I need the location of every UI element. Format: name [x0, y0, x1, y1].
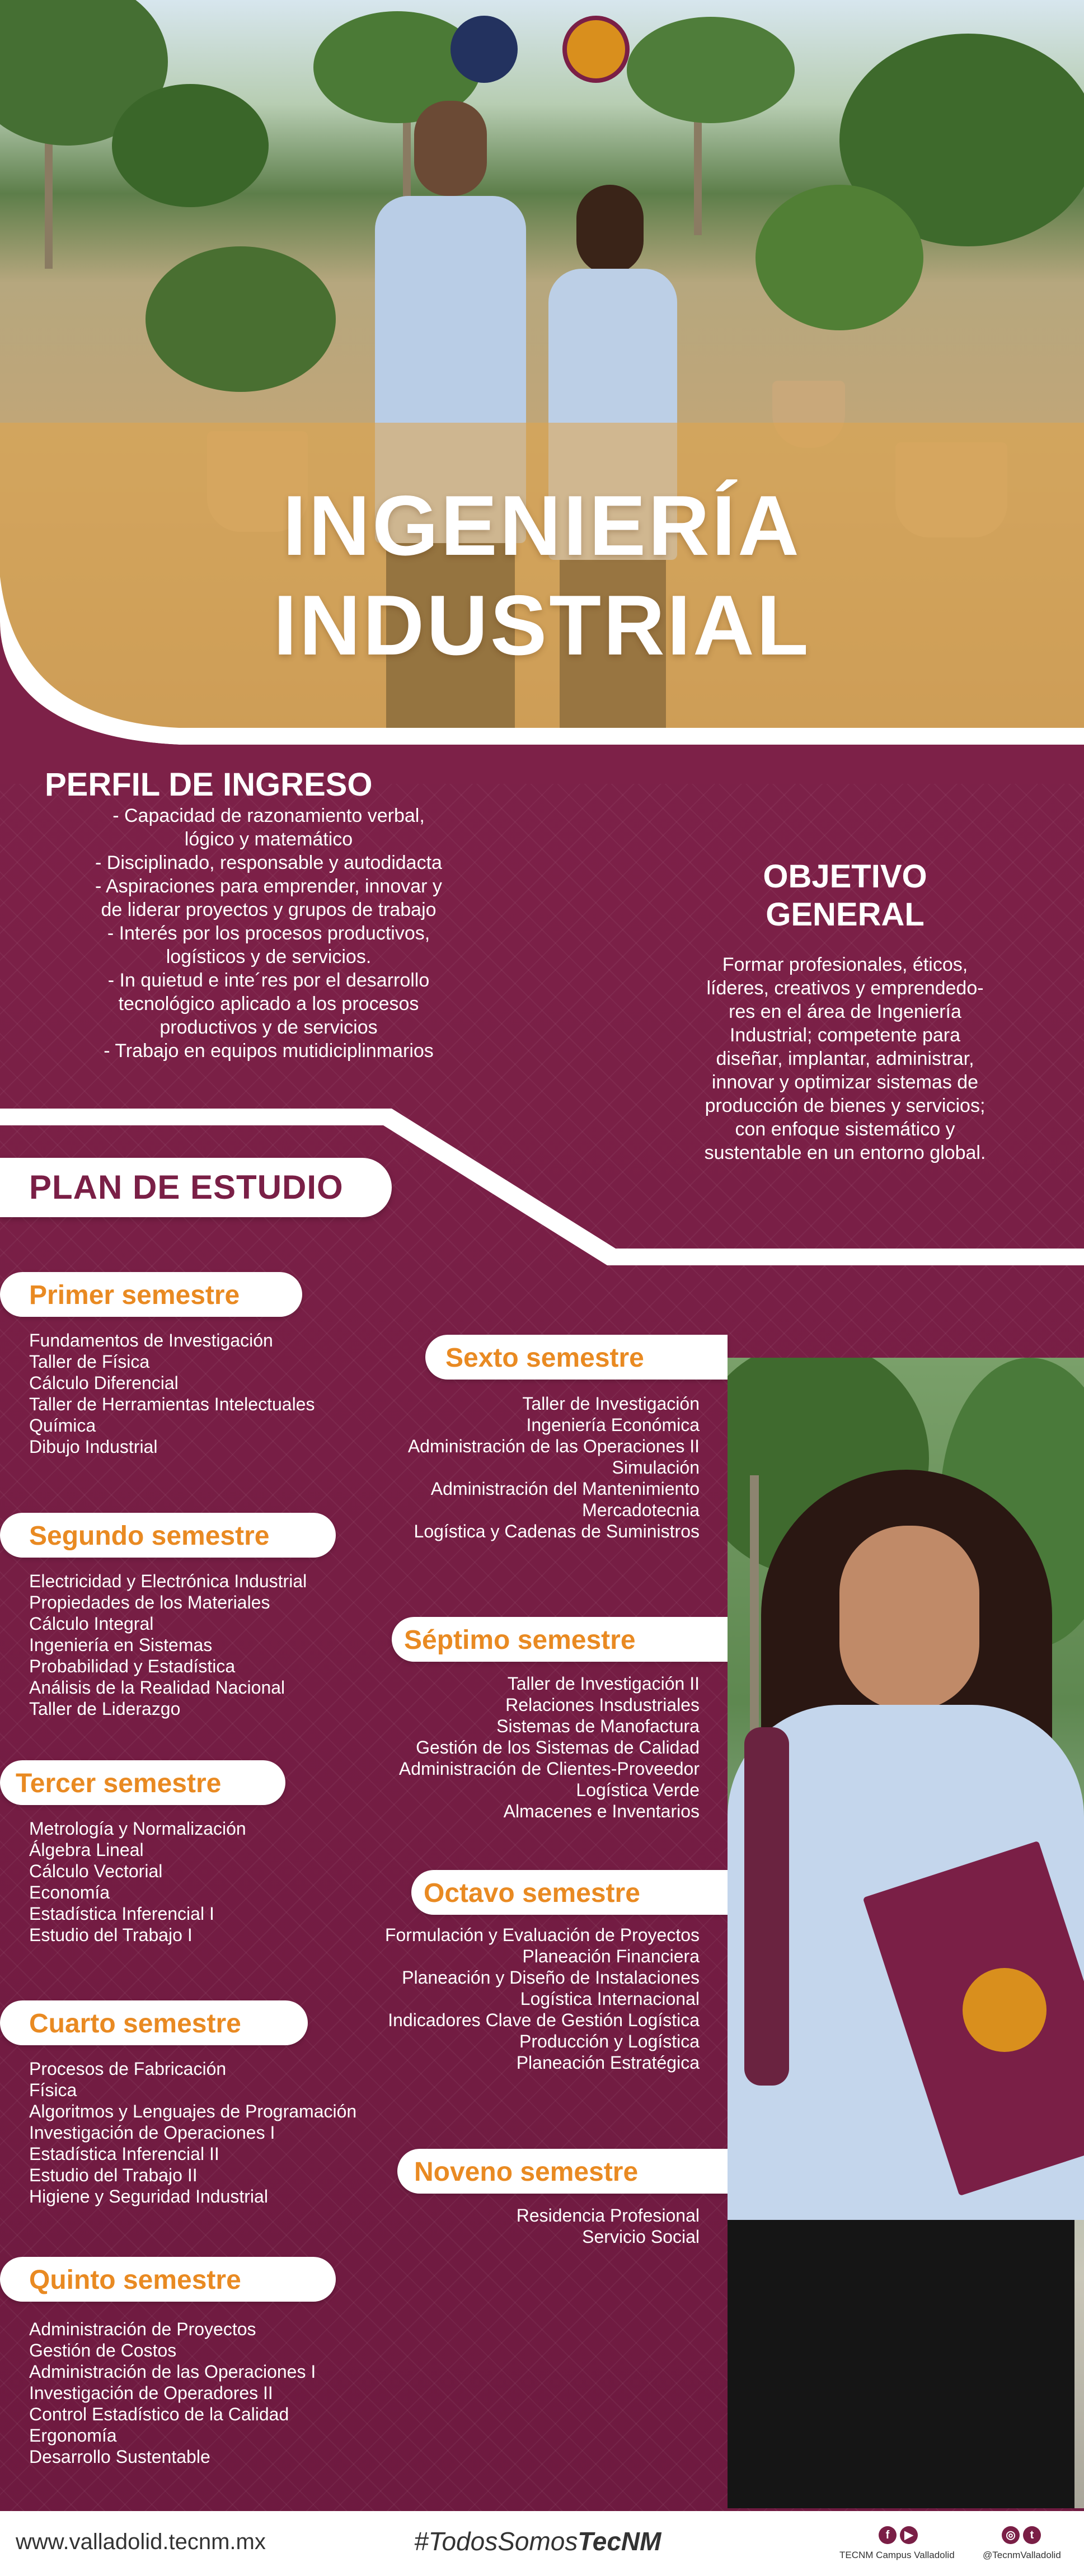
semester-pill-8 [411, 1870, 728, 1915]
subject: Estadística Inferencial II [29, 2144, 219, 2164]
objetivo-line: res en el área de Ingeniería [729, 1001, 961, 1022]
subject: Indicadores Clave de Gestión Logística [388, 2010, 700, 2030]
semester-pill-6 [425, 1335, 728, 1380]
perfil-item: lógico y matemático [184, 829, 353, 850]
semester-name: Noveno semestre [414, 2157, 639, 2187]
hashtag-bold: TecNM [578, 2527, 661, 2556]
perfil-item: - Trabajo en equipos mutidiciplinmarios [104, 1040, 434, 1062]
subject: Análisis de la Realidad Nacional [29, 1677, 285, 1698]
semester-4-subjects [29, 2058, 432, 2207]
title-line-1: INGENIERÍA [283, 478, 801, 573]
subject: Administración de las Operaciones II [407, 1436, 700, 1456]
semester-5-subjects [29, 2318, 432, 2467]
objetivo-line: líderes, creativos y emprendedo- [706, 978, 984, 999]
semester-8-subjects [313, 1924, 700, 2073]
subject: Control Estadístico de la Calidad [29, 2404, 289, 2424]
plan-title: PLAN DE ESTUDIO [29, 1168, 344, 1206]
semester-pill-5 [0, 2257, 336, 2302]
subject: Fundamentos de Investigación [29, 1330, 273, 1350]
perfil-item: - Interés por los procesos productivos, [107, 923, 430, 944]
subject: Investigación de Operadores II [29, 2383, 273, 2403]
website-link[interactable]: www.valladolid.tecnm.mx [16, 2530, 266, 2554]
subject: Ergonomía [29, 2425, 117, 2446]
semester-pill-7 [392, 1617, 728, 1662]
subject: Higiene y Seguridad Industrial [29, 2186, 268, 2206]
perfil-item: tecnológico aplicado a los procesos [118, 993, 419, 1014]
subject: Cálculo Integral [29, 1614, 154, 1634]
objetivo-line: Formar profesionales, éticos, [722, 954, 968, 975]
objetivo-line: con enfoque sistemático y [735, 1119, 955, 1140]
subject: Ingeniería Económica [526, 1415, 700, 1435]
youtube-icon[interactable]: ▶ [900, 2526, 918, 2544]
perfil-item: - In quietud e inte´res por el desarrollo [107, 970, 430, 991]
subject: Probabilidad y Estadística [29, 1656, 236, 1676]
subject: Simulación [612, 1457, 700, 1478]
hashtag-prefix: #TodosSomos [414, 2527, 578, 2556]
subject: Dibujo Industrial [29, 1437, 158, 1457]
subject: Gestión de los Sistemas de Calidad [416, 1737, 700, 1757]
student-photo [728, 1358, 1084, 2508]
subject: Taller de Herramientas Intelectuales [29, 1394, 315, 1414]
subject: Cálculo Diferencial [29, 1373, 179, 1393]
objetivo-line: sustentable en un entorno global. [704, 1142, 986, 1163]
subject: Estadística Inferencial I [29, 1904, 214, 1924]
facebook-icon[interactable]: f [879, 2526, 897, 2544]
subject: Administración de Proyectos [29, 2319, 256, 2339]
perfil-item: - Aspiraciones para emprender, innovar y [95, 876, 442, 897]
semester-9-subjects [313, 2205, 700, 2247]
subject: Taller de Liderazgo [29, 1699, 181, 1719]
subject: Taller de Investigación [522, 1394, 700, 1414]
subject: Electricidad y Electrónica Industrial [29, 1571, 307, 1591]
subject: Metrología y Normalización [29, 1818, 246, 1839]
subject: Formulación y Evaluación de Proyectos [384, 1925, 700, 1945]
subject: Gestión de Costos [29, 2340, 177, 2360]
perfil-item: de liderar proyectos y grupos de trabajo [101, 899, 437, 920]
semester-7-subjects [313, 1673, 700, 1822]
semester-name: Cuarto semestre [29, 2009, 241, 2039]
subject: Planeación y Diseño de Instalaciones [402, 1967, 700, 1988]
subject: Relaciones Insdustriales [505, 1695, 700, 1715]
semester-pill-4 [0, 2000, 308, 2045]
semester-name: Segundo semestre [29, 1521, 270, 1551]
semester-name: Primer semestre [29, 1280, 240, 1310]
subject: Álgebra Lineal [29, 1840, 144, 1860]
subject: Logística Verde [576, 1780, 700, 1800]
semester-name: Sexto semestre [445, 1343, 644, 1373]
subject: Administración de Clientes-Proveedor [398, 1759, 700, 1779]
perfil-title: PERFIL DE INGRESO [45, 766, 373, 803]
plan-title-pill [0, 1158, 392, 1217]
perfil-item: logísticos y de servicios. [166, 946, 372, 967]
perfil-item: - Disciplinado, responsable y autodidacta [95, 852, 442, 873]
subject: Propiedades de los Materiales [29, 1592, 270, 1612]
subject: Economía [29, 1882, 110, 1902]
objetivo-title-line-2: GENERAL [766, 896, 925, 933]
perfil-item: productivos y de servicios [159, 1017, 378, 1038]
objetivo-line: Industrial; competente para [729, 1025, 961, 1046]
objetivo-line: innovar y optimizar sistemas de [711, 1072, 979, 1093]
semester-pill-9 [397, 2149, 728, 2194]
subject: Taller de Investigación II [507, 1673, 700, 1694]
social-handle-left: TECNM Campus Valladolid [839, 2550, 955, 2560]
subject: Producción y Logística [519, 2031, 700, 2051]
subject: Física [29, 2080, 77, 2100]
social-handle-right: @TecnmValladolid [983, 2550, 1061, 2560]
subject: Servicio Social [582, 2227, 700, 2247]
subject: Cálculo Vectorial [29, 1861, 163, 1881]
instagram-icon[interactable]: ◎ [1002, 2526, 1020, 2544]
subject: Ingeniería en Sistemas [29, 1635, 213, 1655]
semester-name: Séptimo semestre [404, 1625, 636, 1655]
semester-name: Tercer semestre [16, 1769, 222, 1798]
objetivo-line: diseñar, implantar, administrar, [716, 1048, 974, 1069]
subject: Investigación de Operaciones I [29, 2122, 275, 2143]
subject: Sistemas de Manofactura [496, 1716, 700, 1736]
semester-pill-3 [0, 1760, 285, 1805]
perfil-list [22, 804, 515, 1063]
hashtag [414, 2526, 661, 2556]
subject: Estudio del Trabajo II [29, 2165, 198, 2185]
subject: Química [29, 1415, 96, 1436]
subject: Planeación Estratégica [516, 2053, 700, 2073]
subject: Planeación Financiera [522, 1946, 700, 1966]
subject: Logística y Cadenas de Suministros [414, 1521, 700, 1541]
semester-6-subjects [313, 1393, 700, 1542]
semester-pill-2 [0, 1513, 336, 1558]
semester-name: Octavo semestre [424, 1878, 640, 1908]
subject: Procesos de Fabricación [29, 2059, 227, 2079]
subject: Desarrollo Sustentable [29, 2447, 210, 2467]
subject: Logística Internacional [520, 1989, 700, 2009]
semester-pill-1 [0, 1272, 302, 1317]
title-line-2: INDUSTRIAL [273, 578, 811, 673]
objetivo-line: producción de bienes y servicios; [705, 1095, 986, 1116]
subject: Mercadotecnia [582, 1500, 700, 1520]
subject: Administración de las Operaciones I [29, 2362, 316, 2382]
subject: Algoritmos y Lenguajes de Programación [29, 2101, 357, 2121]
twitter-icon[interactable]: t [1023, 2526, 1041, 2544]
subject: Administración del Mantenimiento [430, 1479, 700, 1499]
hero-curve [0, 0, 1084, 784]
subject: Residencia Profesional [516, 2205, 700, 2226]
objetivo-title-line-1: OBJETIVO [763, 858, 927, 895]
subject: Almacenes e Inventarios [503, 1801, 700, 1821]
objetivo-title [683, 858, 1007, 934]
subject: Taller de Física [29, 1352, 150, 1372]
semester-name: Quinto semestre [29, 2265, 241, 2295]
subject: Estudio del Trabajo I [29, 1925, 193, 1945]
perfil-item: - Capacidad de razonamiento verbal, [112, 805, 425, 826]
